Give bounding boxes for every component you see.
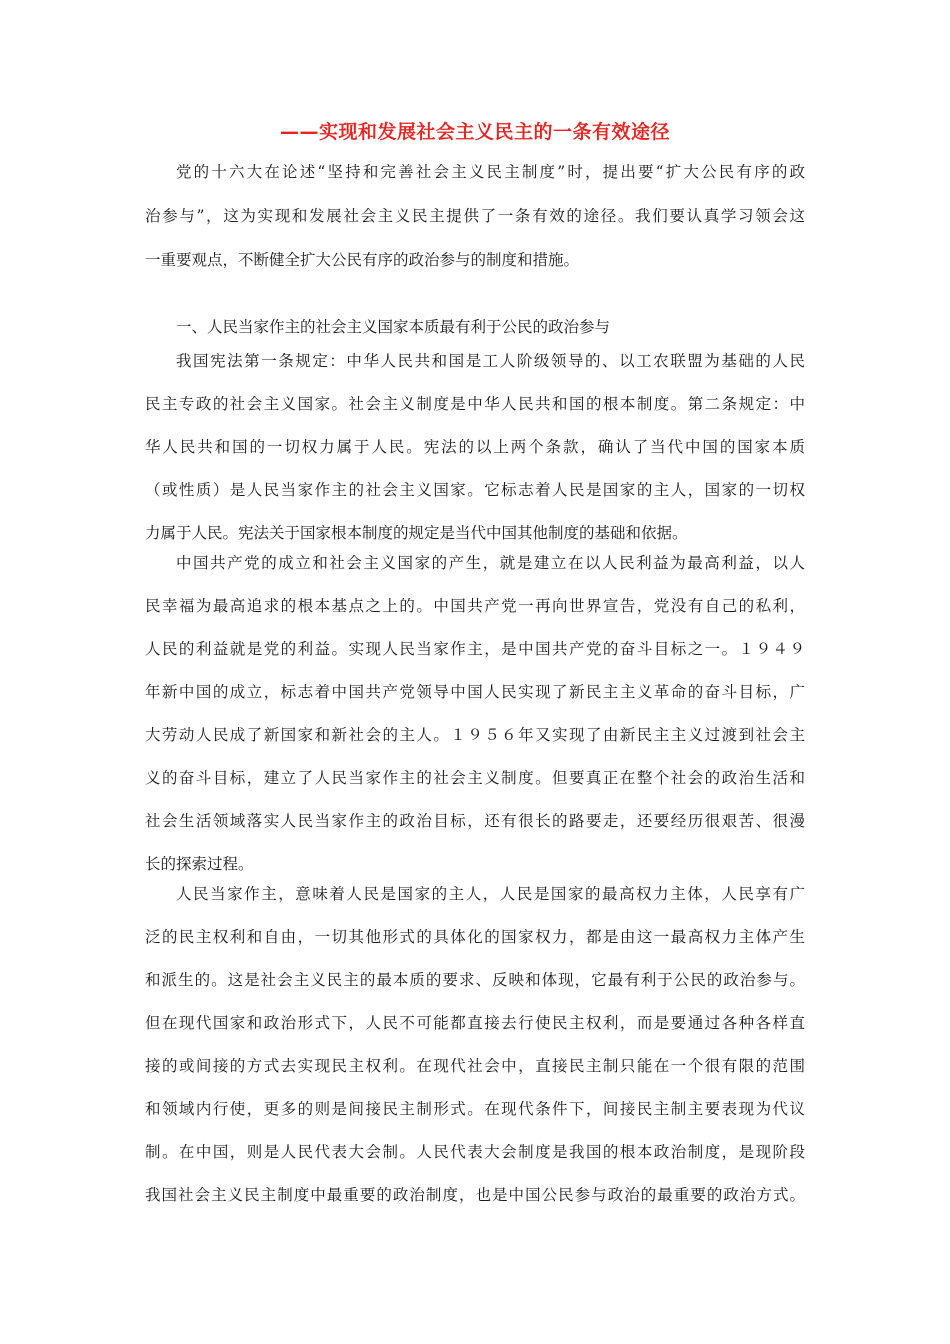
text-line: 一重要观点，不断健全扩大公民有序的政治参与的制度和措施。 <box>145 251 580 269</box>
text-line: 我国社会主义民主制度中最重要的政治制度，也是中国公民参与政治的最重要的政治方式。 <box>145 1186 805 1204</box>
text-line: 人民的利益就是党的利益。实现人民当家作主，是中国共产党的奋斗目标之一。１９４９ <box>145 640 805 658</box>
text-line: 制。在中国，则是人民代表大会制。人民代表大会制度是我国的根本政治制度，是现阶段 <box>145 1143 805 1161</box>
text-line: 接的或间接的方式去实现民主权利。在现代社会中，直接民主制只能在一个很有限的范围 <box>145 1057 805 1075</box>
text-line: 义的奋斗目标，建立了人民当家作主的社会主义制度。但要真正在整个社会的政治生活和 <box>145 769 805 787</box>
text-line: （或性质）是人民当家作主的社会主义国家。它标志着人民是国家的主人，国家的一切权 <box>145 481 805 499</box>
text-line: 中国共产党的成立和社会主义国家的产生，就是建立在以人民利益为最高利益，以人 <box>176 554 805 572</box>
text-line: 华人民共和国的一切权力属于人民。宪法的以上两个条款，确认了当代中国的国家本质 <box>145 438 805 456</box>
text-line: 党的十六大在论述“坚持和完善社会主义民主制度”时，提出要“扩大公民有序的政 <box>176 163 805 181</box>
text-line: 人民当家作主，意味着人民是国家的主人，人民是国家的最高权力主体，人民享有广 <box>176 885 805 903</box>
text-line: 社会生活领域落实人民当家作主的政治目标，还有很长的路要走，还要经历很艰苦、很漫 <box>145 812 805 830</box>
text-line: 力属于人民。宪法关于国家根本制度的规定是当代中国其他制度的基础和依据。 <box>145 524 688 542</box>
section-heading: 一、人民当家作主的社会主义国家本质最有利于公民的政治参与 <box>176 318 611 336</box>
text-line: 治参与”，这为实现和发展社会主义民主提供了一条有效的途径。我们要认真学习领会这 <box>145 207 805 225</box>
text-line: 泛的民主权利和自由，一切其他形式的具体化的国家权力，都是由这一最高权力主体产生 <box>145 928 805 946</box>
text-line: 我国宪法第一条规定：中华人民共和国是工人阶级领导的、以工农联盟为基础的人民 <box>176 352 805 370</box>
text-line: 和派生的。这是社会主义民主的最本质的要求、反映和体现，它最有利于公民的政治参与。 <box>145 971 805 989</box>
text-line: 年新中国的成立，标志着中国共产党领导中国人民实现了新民主主义革命的奋斗目标，广 <box>145 683 805 701</box>
text-line: 和领域内行使，更多的则是间接民主制形式。在现代条件下，间接民主制主要表现为代议 <box>145 1100 805 1118</box>
text-line: 民幸福为最高追求的根本基点之上的。中国共产党一再向世界宣告，党没有自己的私利， <box>145 597 805 615</box>
text-line: 大劳动人民成了新国家和新社会的主人。１９５６年又实现了由新民主主义过渡到社会主 <box>145 726 805 744</box>
text-line: 但在现代国家和政治形式下，人民不可能都直接去行使民主权利，而是要通过各种各样直 <box>145 1014 805 1032</box>
text-line: 民主专政的社会主义国家。社会主义制度是中华人民共和国的根本制度。第二条规定：中 <box>145 395 805 413</box>
document-title: ——实现和发展社会主义民主的一条有效途径 <box>279 121 670 143</box>
text-line: 长的探索过程。 <box>145 855 254 873</box>
